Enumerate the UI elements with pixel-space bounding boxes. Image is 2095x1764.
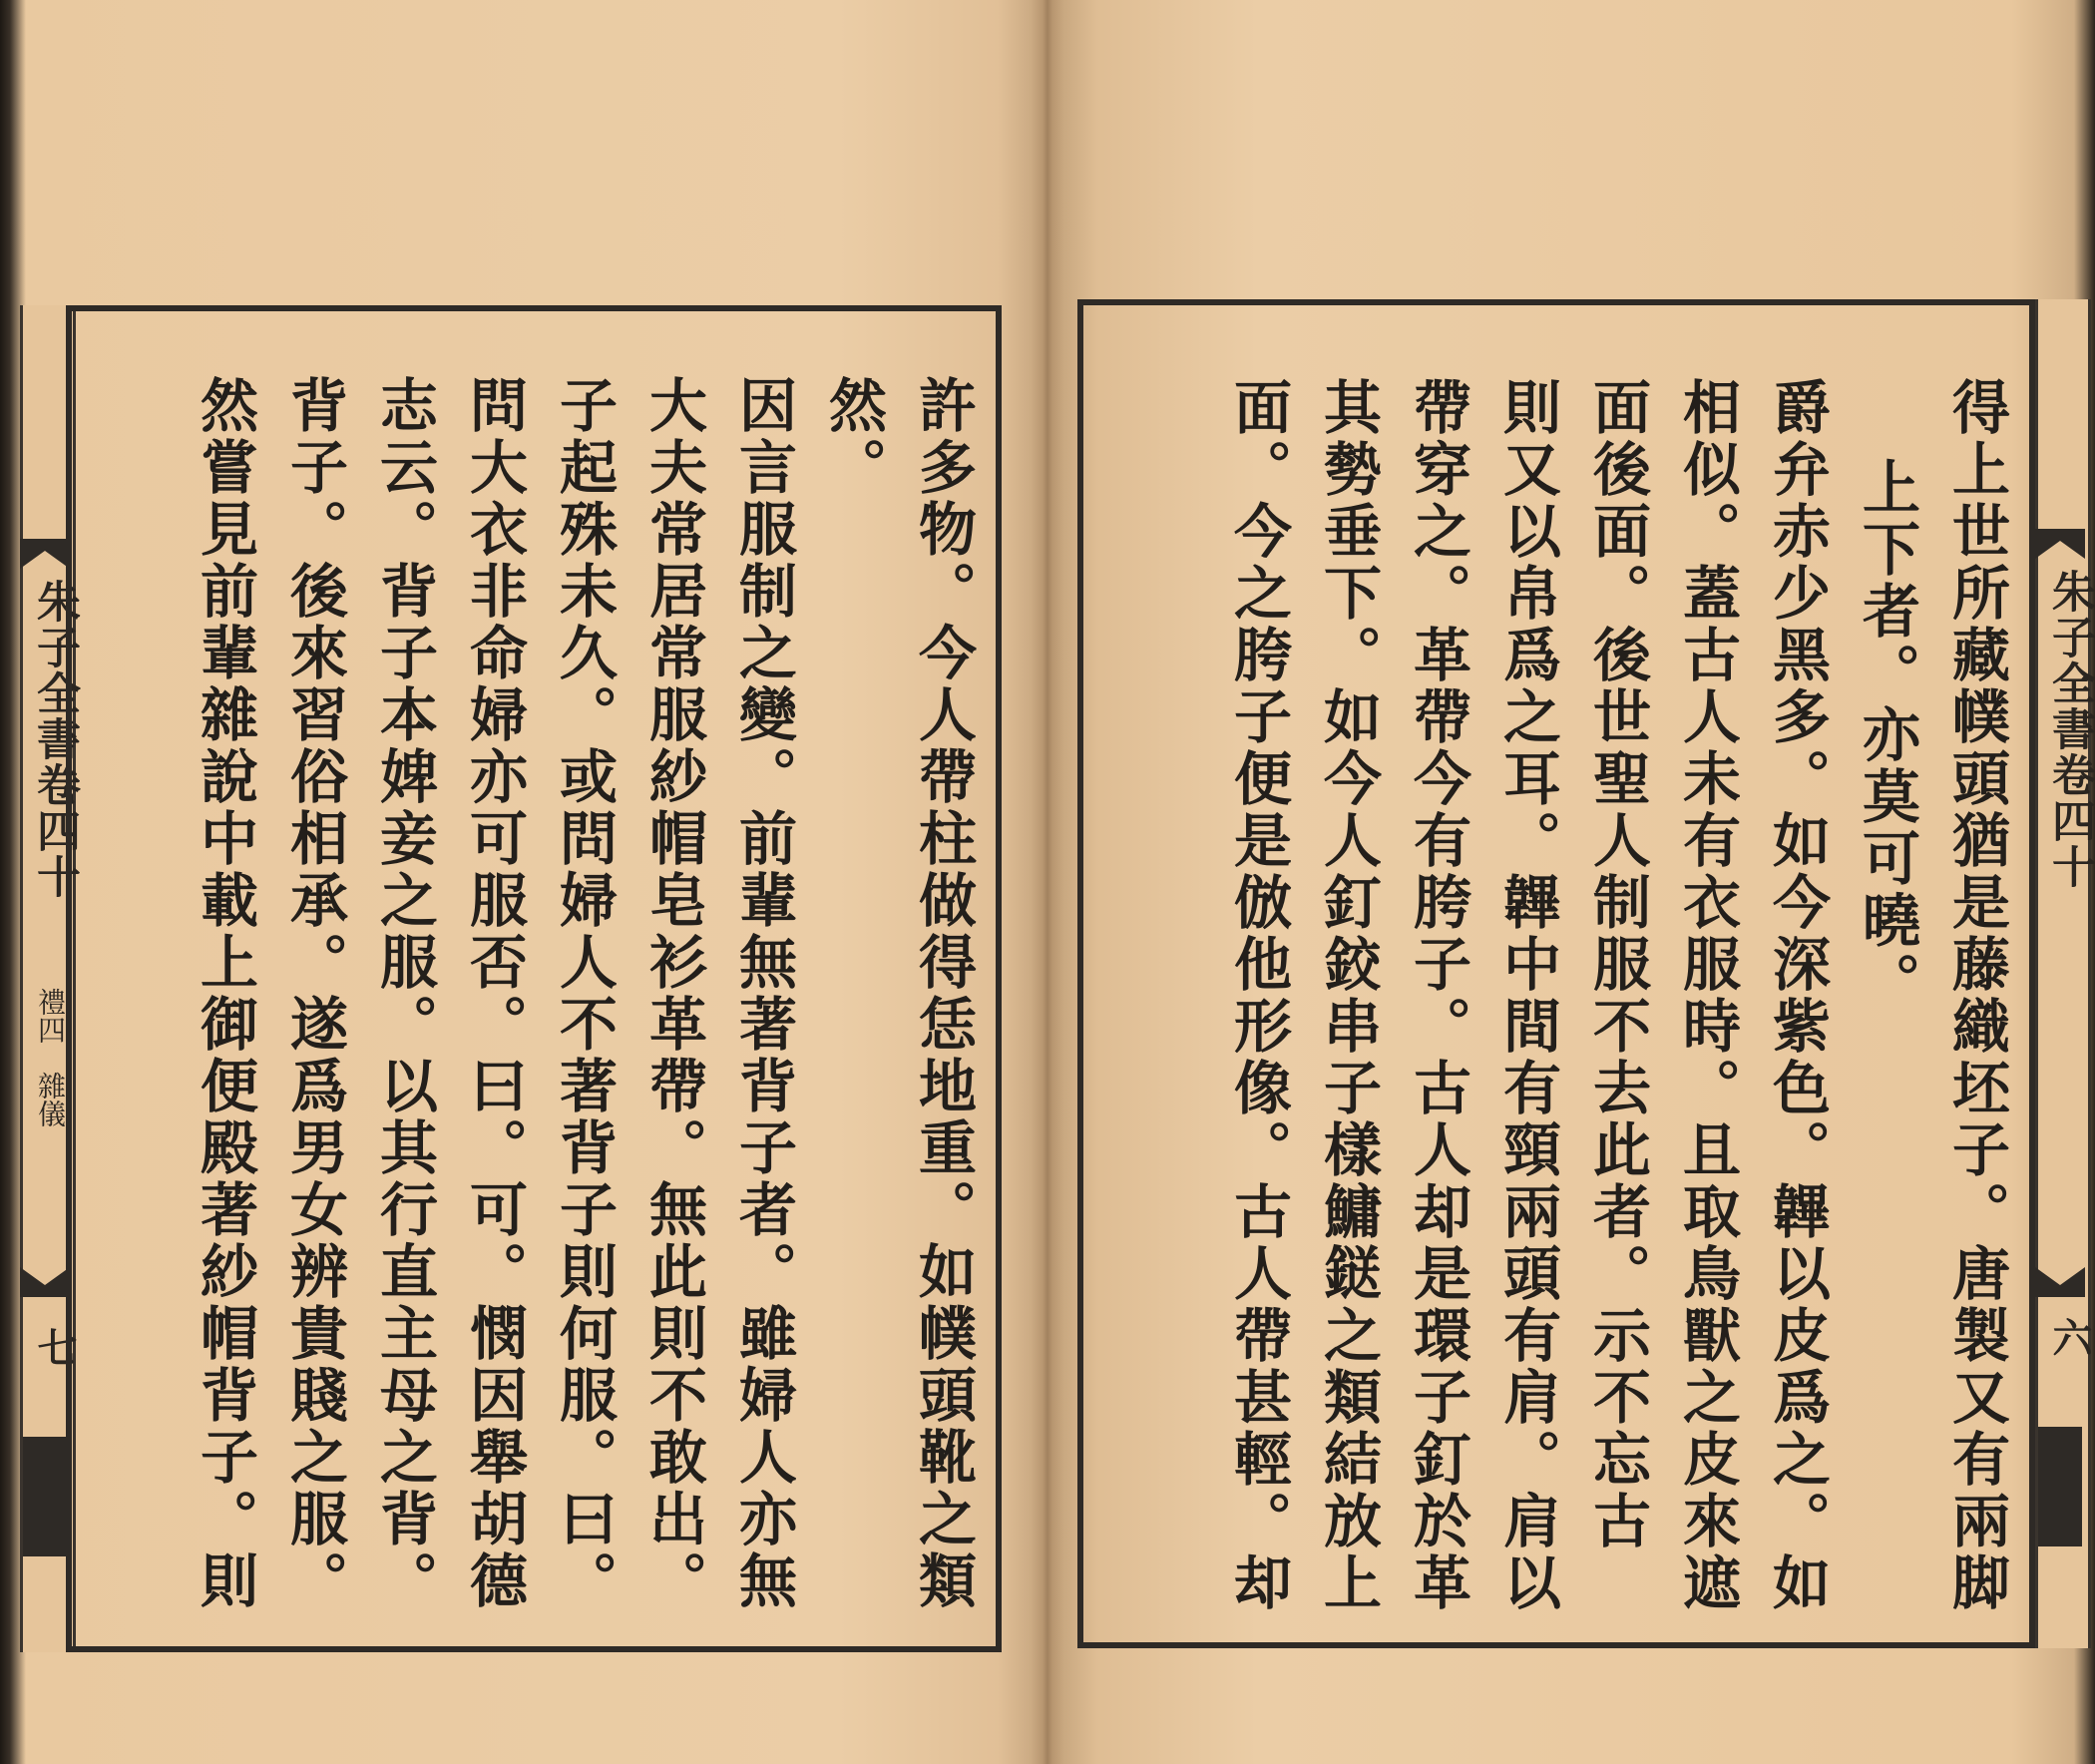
text-column: 面。今之胯子便是倣他形像。古人帶甚輕。却 [1224, 377, 1292, 1614]
text-column: 其勢垂下。如今人釘鉸串子樣鱅鎹之類結放上 [1314, 377, 1382, 1614]
text-column: 然嘗見前輩雜說中載上御便殿著紗帽背子。則 [191, 375, 258, 1612]
right-page-number: 六 [2046, 1317, 2093, 1357]
left-text-columns [84, 315, 988, 1632]
text-column: 帶穿之。革帶今有胯子。古人却是環子釘於革 [1404, 377, 1471, 1614]
text-column: 問大衣非命婦亦可服否。曰。可。憫因舉胡德 [460, 375, 528, 1612]
text-column: 許多物。今人帶柱做得恁地重。如幞頭靴之類 [909, 375, 977, 1612]
left-book-title: 朱子全書卷四十 [29, 579, 80, 900]
text-column: 因言服制之變。前輩無著背子者。雖婦人亦無 [729, 375, 797, 1612]
text-column: 相似。蓋古人未有衣服時。且取鳥獸之皮來遮 [1673, 377, 1741, 1614]
text-column: 然。 [819, 375, 887, 499]
text-column: 大夫常居常服紗帽皂衫革帶。無此則不敢出。 [639, 375, 707, 1612]
text-column: 子起殊未久。或問婦人不著背子則何服。曰。 [550, 375, 618, 1612]
text-column: 得上世所藏幞頭猶是藤織坯子。唐製又有兩脚 [1942, 377, 2010, 1614]
left-page-number: 七 [31, 1327, 78, 1367]
right-book-title: 朱子全書卷四十 [2044, 569, 2095, 890]
text-column: 則又以帛爲之耳。韠中間有頸兩頭有肩。肩以 [1493, 377, 1561, 1614]
left-chapter-label: 禮四 雜儀 [34, 988, 67, 1127]
text-column: 背子。後來習俗相承。遂爲男女辨貴賤之服。 [280, 375, 348, 1612]
text-column: 爵弁赤少黑多。如今深紫色。韠以皮爲之。如 [1763, 377, 1831, 1614]
right-text-columns [1091, 317, 2021, 1634]
left-margin-dark-bar [23, 1437, 67, 1556]
text-column: 面後面。後世聖人制服不去此者。示不忘古 [1583, 377, 1651, 1552]
text-column: 上下者。亦莫可曉。 [1853, 457, 1920, 1014]
text-column: 志云。背子本婢妾之服。以其行直主母之背。 [370, 375, 438, 1612]
right-margin-dark-bar [2038, 1427, 2082, 1546]
